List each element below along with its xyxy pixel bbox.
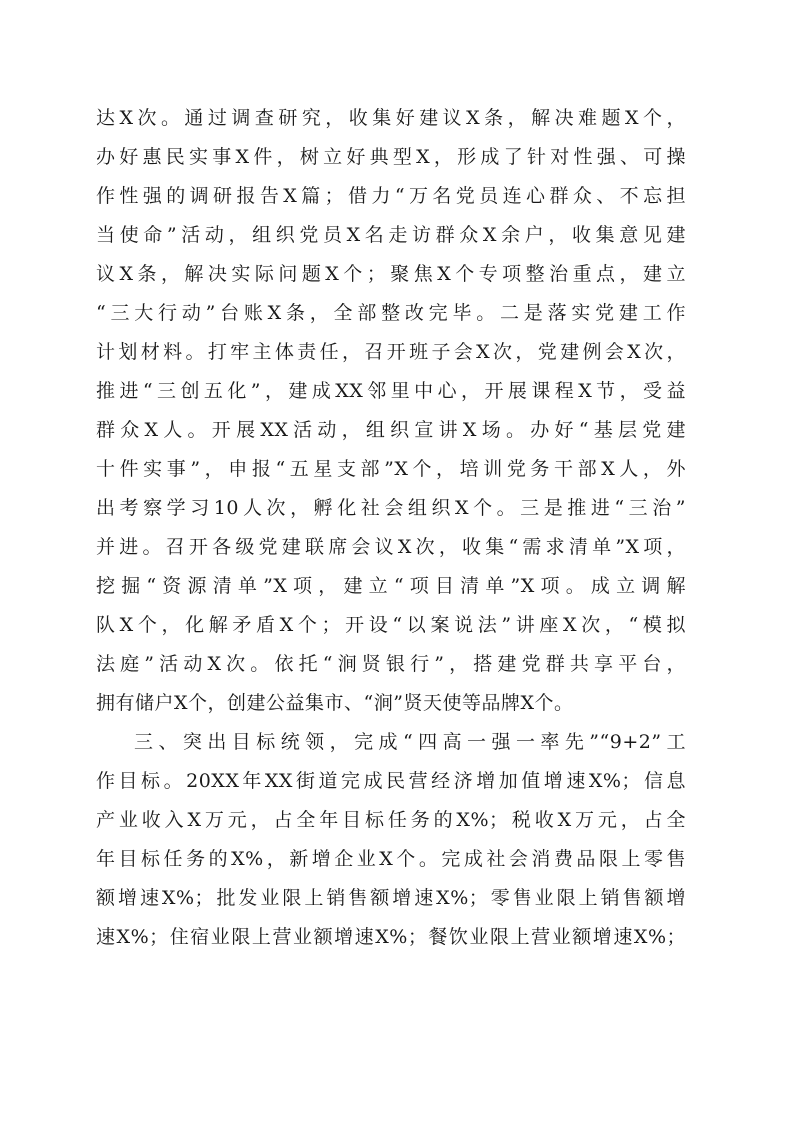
text-line: 达X次。通过调查研究，收集好建议X条，解决难题X个，: [96, 107, 686, 129]
text-line: 十件实事”，申报“五星支部”X个，培训党务干部X人，外: [96, 458, 686, 480]
text-line: 产业收入X万元，占全年目标任务的X%；税收X万元，占全: [96, 809, 686, 831]
text-line: 作目标。20XX年XX街道完成民营经济增加值增速X%；信息: [96, 770, 686, 792]
text-line: 计划材料。打牢主体责任，召开班子会X次，党建例会X次，: [96, 341, 686, 363]
text-line: 速X%；住宿业限上营业额增速X%；餐饮业限上营业额增速X%；: [96, 926, 686, 948]
text-line: 年目标任务的X%，新增企业X个。完成社会消费品限上零售: [96, 848, 686, 870]
text-line: 作性强的调研报告X篇；借力“万名党员连心群众、不忘担: [96, 185, 686, 207]
text-line: 拥有储户X个，创建公益集市、“涧”贤天使等品牌X个。: [96, 692, 574, 714]
text-line: 并进。召开各级党建联席会议X次，收集“需求清单”X项，: [96, 536, 686, 558]
text-line: 办好惠民实事X件，树立好典型X，形成了针对性强、可操: [96, 146, 686, 168]
text-line: 额增速X%；批发业限上销售额增速X%；零售业限上销售额增: [96, 887, 686, 909]
text-line: 法庭”活动X次。依托“涧贤银行”，搭建党群共享平台，: [96, 653, 686, 675]
text-line: 出考察学习10人次，孵化社会组织X个。三是推进“三治”: [96, 497, 686, 519]
text-line: 队X个，化解矛盾X个；开设“以案说法”讲座X次，“模拟: [96, 614, 686, 636]
text-line: 当使命”活动，组织党员X名走访群众X余户，收集意见建: [96, 224, 686, 246]
text-line: 挖掘“资源清单”X项，建立“项目清单”X项。成立调解: [96, 575, 686, 597]
section-heading-line: 三、突出目标统领，完成“四高一强一率先”“9+2”工: [134, 731, 686, 753]
text-line: 议X条，解决实际问题X个；聚焦X个专项整治重点，建立: [96, 263, 686, 285]
text-line: “三大行动”台账X条，全部整改完毕。二是落实党建工作: [96, 302, 686, 324]
text-line: 群众X人。开展XX活动，组织宣讲X场。办好“基层党建: [96, 419, 686, 441]
text-line: 推进“三创五化”，建成XX邻里中心，开展课程X节，受益: [96, 380, 686, 402]
